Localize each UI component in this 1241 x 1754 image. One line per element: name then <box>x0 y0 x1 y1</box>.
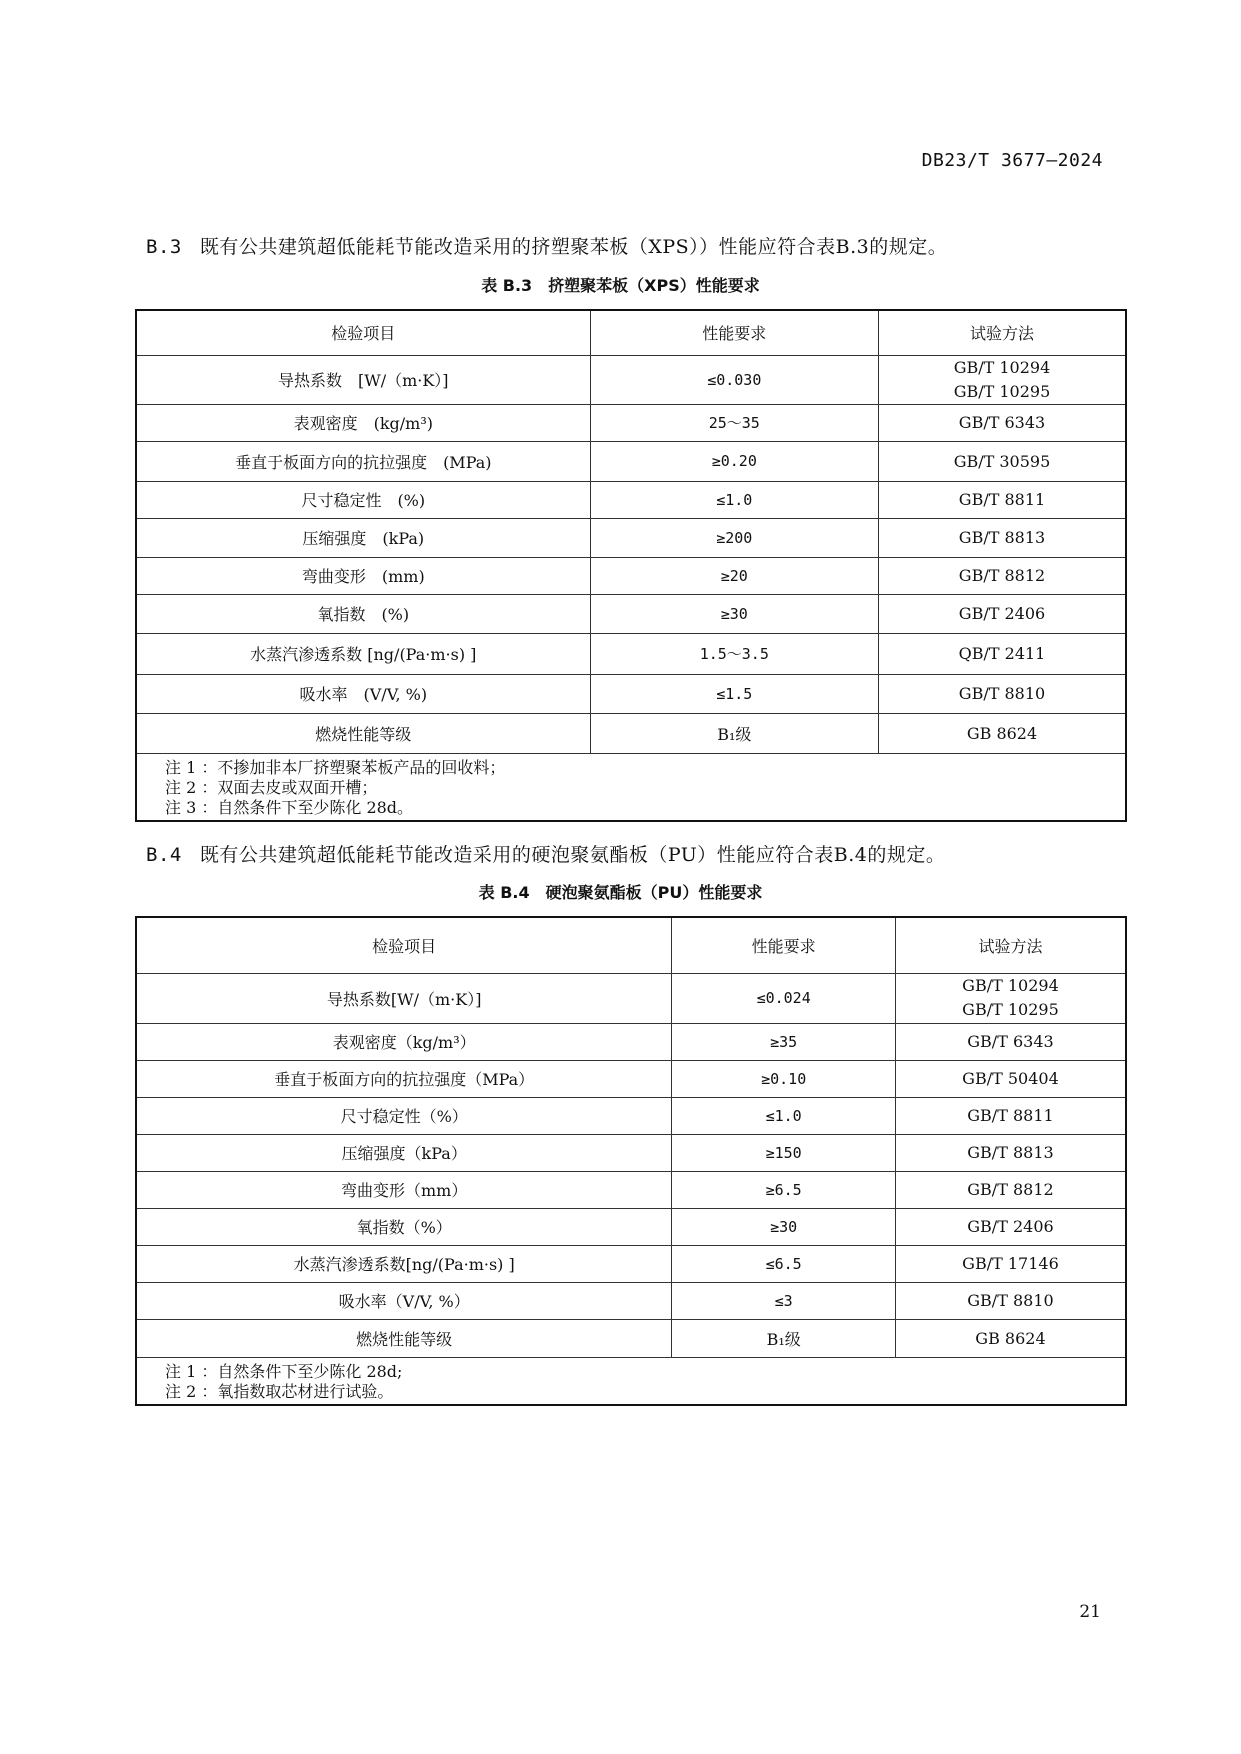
table-row <box>136 633 1126 674</box>
item-cell: 吸水率 (V/V, %) <box>136 674 590 713</box>
table-row <box>136 1171 1126 1208</box>
method-cell: GB/T 2406 <box>895 1208 1126 1245</box>
requirement-cell: ≥35 <box>672 1023 896 1060</box>
table-row <box>136 1245 1126 1282</box>
requirement-cell: ≥30 <box>672 1208 896 1245</box>
note-line: 注 1 ：不掺加非本厂挤塑聚苯板产品的回收料； <box>165 757 506 777</box>
item-cell: 导热系数[W/（m·K）] <box>136 973 672 1023</box>
table-header-row <box>136 917 1126 973</box>
table-b3 <box>135 309 1127 822</box>
item-cell: 压缩强度（kPa） <box>136 1134 672 1171</box>
clause-number: B.3 <box>146 236 182 258</box>
document-code: DB23/T 3677—2024 <box>921 150 1103 171</box>
item-cell: 水蒸汽渗透系数 [ng/(Pa·m·s) ] <box>136 633 590 674</box>
requirement-cell: 25～35 <box>590 404 878 441</box>
table-row <box>136 1134 1126 1171</box>
method-line: GB/T 10294 <box>953 357 1051 377</box>
item-cell: 水蒸汽渗透系数[ng/(Pa·m·s) ] <box>136 1245 672 1282</box>
requirement-cell: ≤1.0 <box>672 1097 896 1134</box>
item-cell: 弯曲变形（mm） <box>136 1171 672 1208</box>
method-cell <box>878 355 1126 404</box>
table-row <box>136 973 1126 1023</box>
requirement-cell: ≥0.10 <box>672 1060 896 1097</box>
table-row <box>136 404 1126 441</box>
notes-row <box>136 753 1126 821</box>
item-cell: 燃烧性能等级 <box>136 1319 672 1357</box>
method-cell: GB 8624 <box>895 1319 1126 1357</box>
note-line: 注 2 ：双面去皮或双面开槽； <box>165 777 378 797</box>
header-item: 检验项目 <box>136 917 672 973</box>
method-cell: GB 8624 <box>878 713 1126 753</box>
method-cell: GB/T 30595 <box>878 441 1126 481</box>
requirement-cell: ≥150 <box>672 1134 896 1171</box>
notes-cell <box>136 753 1126 821</box>
method-cell: GB/T 8811 <box>878 481 1126 518</box>
item-cell: 燃烧性能等级 <box>136 713 590 753</box>
requirement-cell: ≤0.030 <box>590 355 878 404</box>
method-cell: QB/T 2411 <box>878 633 1126 674</box>
requirement-cell: B₁级 <box>672 1319 896 1357</box>
method-line: GB/T 10294 <box>962 976 1059 995</box>
method-cell: GB/T 17146 <box>895 1245 1126 1282</box>
method-cell: GB/T 8812 <box>895 1171 1126 1208</box>
requirement-cell: B₁级 <box>590 713 878 753</box>
method-cell: GB/T 6343 <box>895 1023 1126 1060</box>
header-method: 试验方法 <box>895 917 1126 973</box>
requirement-cell: ≥20 <box>590 557 878 594</box>
table-row <box>136 674 1126 713</box>
header-method: 试验方法 <box>878 310 1126 355</box>
requirement-cell: ≤3 <box>672 1282 896 1319</box>
method-cell: GB/T 6343 <box>878 404 1126 441</box>
item-cell: 尺寸稳定性 (%) <box>136 481 590 518</box>
method-cell: GB/T 8810 <box>895 1282 1126 1319</box>
note-line: 注 1 ：自然条件下至少陈化 28d; <box>165 1361 403 1381</box>
header-requirement: 性能要求 <box>590 310 878 355</box>
item-cell: 表观密度 (kg/m³) <box>136 404 590 441</box>
table-b3-title: 表 B.3 挤塑聚苯板（XPS）性能要求 <box>481 276 760 295</box>
item-cell: 氧指数 (%) <box>136 594 590 633</box>
method-line: GB/T 10295 <box>953 381 1051 401</box>
item-cell: 吸水率（V/V, %） <box>136 1282 672 1319</box>
requirement-cell: ≥200 <box>590 518 878 557</box>
notes-row <box>136 1357 1126 1405</box>
table-row <box>136 441 1126 481</box>
method-cell: GB/T 2406 <box>878 594 1126 633</box>
table-header-row <box>136 310 1126 355</box>
method-cell: GB/T 8813 <box>878 518 1126 557</box>
table-row <box>136 713 1126 753</box>
item-cell: 弯曲变形 (mm) <box>136 557 590 594</box>
table-row <box>136 1097 1126 1134</box>
clause-b3 <box>146 232 947 259</box>
table-row <box>136 355 1126 404</box>
item-cell: 导热系数 [W/（m·K）] <box>136 355 590 404</box>
method-cell: GB/T 8812 <box>878 557 1126 594</box>
item-cell: 尺寸稳定性（%） <box>136 1097 672 1134</box>
requirement-cell: ≤1.0 <box>590 481 878 518</box>
item-cell: 氧指数（%） <box>136 1208 672 1245</box>
clause-number: B.4 <box>146 844 182 866</box>
item-cell: 垂直于板面方向的抗拉强度 (MPa) <box>136 441 590 481</box>
table-row <box>136 594 1126 633</box>
method-cell: GB/T 8813 <box>895 1134 1126 1171</box>
table-row <box>136 1282 1126 1319</box>
requirement-cell: ≤1.5 <box>590 674 878 713</box>
method-cell: GB/T 8810 <box>878 674 1126 713</box>
header-item: 检验项目 <box>136 310 590 355</box>
page-number: 21 <box>1079 1602 1101 1622</box>
table-row <box>136 1319 1126 1357</box>
table-row <box>136 518 1126 557</box>
method-cell: GB/T 8811 <box>895 1097 1126 1134</box>
clause-text: 既有公共建筑超低能耗节能改造采用的硬泡聚氨酯板（PU）性能应符合表B.4的规定。 <box>199 844 946 866</box>
table-row <box>136 1023 1126 1060</box>
table-row <box>136 557 1126 594</box>
requirement-cell: ≥0.20 <box>590 441 878 481</box>
method-line: GB/T 10295 <box>962 1000 1059 1019</box>
table-row <box>136 1208 1126 1245</box>
note-line: 注 2 ：氧指数取芯材进行试验。 <box>165 1381 394 1401</box>
item-cell: 压缩强度 (kPa) <box>136 518 590 557</box>
requirement-cell: ≥6.5 <box>672 1171 896 1208</box>
table-b4 <box>135 916 1127 1406</box>
method-cell: GB/T 50404 <box>895 1060 1126 1097</box>
requirement-cell: ≥30 <box>590 594 878 633</box>
item-cell: 表观密度（kg/m³） <box>136 1023 672 1060</box>
method-cell <box>895 973 1126 1023</box>
notes-cell <box>136 1357 1126 1405</box>
header-requirement: 性能要求 <box>672 917 896 973</box>
table-row <box>136 1060 1126 1097</box>
requirement-cell: ≤6.5 <box>672 1245 896 1282</box>
item-cell: 垂直于板面方向的抗拉强度（MPa） <box>136 1060 672 1097</box>
clause-text: 既有公共建筑超低能耗节能改造采用的挤塑聚苯板（XPS））性能应符合表B.3的规定。 <box>199 236 948 258</box>
table-row <box>136 481 1126 518</box>
clause-b4 <box>146 840 945 867</box>
note-line: 注 3 ：自然条件下至少陈化 28d。 <box>165 797 414 817</box>
requirement-cell: 1.5～3.5 <box>590 633 878 674</box>
requirement-cell: ≤0.024 <box>672 973 896 1023</box>
table-b4-title: 表 B.4 硬泡聚氨酯板（PU）性能要求 <box>478 883 763 902</box>
